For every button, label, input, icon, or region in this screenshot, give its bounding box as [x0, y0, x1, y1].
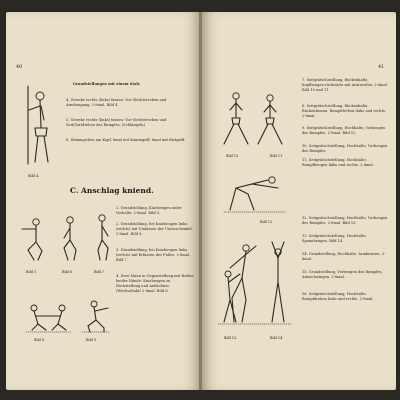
page-number-right: 41	[378, 64, 385, 70]
section-heading-c: C. Anschlag kniend.	[70, 186, 154, 195]
figures-bild-13-14	[216, 238, 296, 334]
exercise-item: 13. Seitgrätschstellung, Hochhalte, Spannbeugen. Bild 14.	[302, 234, 367, 243]
exercise-item: 8. Seitgrätschstellung, Rückenhalte, Rückenfassen, Rumpfdrehen links und rechts. 2-8mal.	[302, 104, 387, 118]
exercise-item: 14. Grundstellung, Hochhalte, Armkreisen. 2-8mal.	[302, 252, 386, 261]
exercise-item: 4. Gewehr rechts (links) fassen: Vor-(Seit)strecken und Armbeugung, 2-8mal. Bild 4.	[66, 98, 167, 107]
section-title: Grundstellungen mit einem Stab:	[73, 82, 141, 86]
exercise-item: 16. Seitgrätschstellung, Hochhalte, Rumpfdrehen links und rechts. 2-8mal.	[302, 292, 374, 301]
exercise-item: 5. Gewehr rechts (links) fassen: Vor-(Seit)strecken und Seit(Vor)drehen des Rumpfes. (Schlängeln)	[66, 118, 167, 127]
figure-caption: Bild 5.	[26, 270, 38, 274]
exercise-item: 12. Seitgrätschstellung, Hochhalte, Vorbeugen des Rumpfes. 2-8mal. Bild 13.	[302, 216, 388, 225]
figure-caption: Bild 8.	[34, 338, 46, 342]
exercise-item: 2. Grundstellung, bei Kniebeugen links (rechts) mit Umfassen der Unterschenkel. 2-8mal. Bild 6.	[116, 222, 193, 236]
exercise-item: 7. Seitgrätschstellung, Rückenhalte, Kopfbeugen rückwärts mit Armwerfen. 2-8mal. Bild 10 und 11.	[302, 78, 388, 92]
figure-caption: Bild 11.	[270, 154, 284, 158]
figure-caption: Bild 7.	[94, 270, 106, 274]
figure-caption: Bild 14.	[270, 336, 284, 340]
figure-bild-12	[222, 174, 294, 214]
figure-caption: Bild 12.	[260, 220, 274, 224]
figures-bild-10-11	[216, 88, 288, 150]
book-spread	[6, 12, 396, 390]
right-page	[202, 12, 396, 390]
figure-caption: Bild 9.	[86, 338, 98, 342]
exercise-item: 10. Seitgrätschstellung, Hochhalte, Vorbeugen des Rumpfes.	[302, 144, 388, 153]
exercise-item: 4. Zwei Mann in Gegenstellung mit Halten beider Hände: Kniebeugen zu Hockstellung und Aufrichten. (Wechseltakt) 2-8mal. Bild 8.	[116, 274, 194, 293]
exercise-item: 3. Grundstellung, bei Kniebeugen links (rechts) mit Erfassen des Fußes. 2-8mal. Bild 7.	[116, 248, 191, 262]
exercise-item: 9. Seitgrätschstellung, Hochhalte, Vorbeugen des Rumpfes. 2-8mal. Bild 12.	[302, 126, 386, 135]
figure-bild-4	[20, 84, 54, 170]
exercise-item: 1. Grundstellung, Kniebeugen unter Vorhalte. 2-8mal. Bild 5.	[116, 206, 182, 215]
page-number-left: 40	[16, 64, 23, 70]
exercise-item: 6. Stimmgichen am Kopf, 8mal mit Kammgriff, 8mal mit Ristgriff.	[66, 138, 186, 142]
figure-caption: Bild 6.	[62, 270, 74, 274]
figure-caption: Bild 13.	[224, 336, 238, 340]
figure-caption: Bild 10.	[226, 154, 240, 158]
figure-caption: Bild 4.	[28, 174, 40, 178]
figures-bild-5-7	[20, 210, 112, 266]
left-page	[6, 12, 200, 390]
figures-bild-8-9	[22, 296, 112, 336]
exercise-item: 15. Grundstellung, Vorbeugen des Rumpfes, Armschwingen. 2-8mal.	[302, 270, 383, 279]
exercise-item: 11. Seitgrätschstellung, Hochhalte, Rumpfbeugen links und rechts. 2-8mal.	[302, 158, 374, 167]
